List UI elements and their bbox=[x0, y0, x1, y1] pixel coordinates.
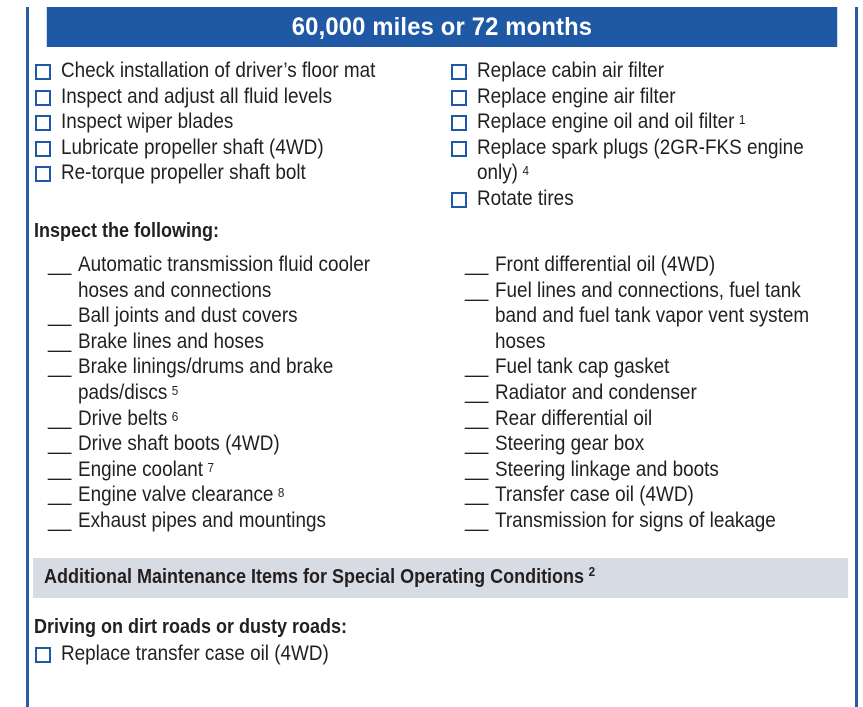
label-line bbox=[495, 431, 644, 457]
footnote-marker: 8 bbox=[277, 485, 285, 501]
inspect-item-label bbox=[78, 508, 326, 534]
label-line bbox=[495, 303, 809, 329]
label-line bbox=[477, 58, 664, 84]
label-text: Automatic transmission fluid cooler bbox=[78, 253, 371, 276]
checkbox[interactable] bbox=[35, 166, 51, 182]
checkbox[interactable] bbox=[451, 192, 467, 208]
additional-title: Additional Maintenance Items for Special Operating Conditions $^2$ bbox=[44, 564, 596, 588]
footnote-marker: 1 bbox=[738, 112, 746, 128]
label-text: band and fuel tank vapor vent system bbox=[495, 304, 810, 328]
blank-line[interactable]: __ bbox=[465, 457, 489, 481]
checklist-left bbox=[35, 58, 410, 186]
label-text: Ball joints and dust covers bbox=[78, 304, 298, 328]
footnote-marker: 2 bbox=[588, 564, 596, 579]
inspect-item[interactable] bbox=[48, 252, 402, 303]
label-text: Brake linings/drums and brake bbox=[78, 355, 334, 379]
label-text: Replace engine air filter bbox=[477, 84, 676, 108]
inspect-item-label bbox=[78, 431, 280, 457]
label-text: Rear differential oil bbox=[495, 406, 653, 430]
checklist-item-label: Inspect wiper blades bbox=[61, 110, 234, 134]
blank-line[interactable]: __ bbox=[465, 278, 489, 302]
inspect-item[interactable] bbox=[48, 508, 402, 534]
checkbox[interactable] bbox=[35, 647, 51, 663]
dusty-list bbox=[35, 641, 359, 667]
inspect-item-label bbox=[495, 354, 669, 380]
label-line bbox=[495, 457, 719, 483]
inspect-item-label bbox=[495, 508, 776, 534]
label-text: Fuel tank cap gasket bbox=[495, 355, 670, 379]
checkbox[interactable] bbox=[35, 141, 51, 157]
checklist-item[interactable] bbox=[451, 186, 840, 212]
inspect-list-right bbox=[465, 252, 844, 534]
label-line bbox=[78, 278, 370, 304]
inspect-item[interactable] bbox=[465, 406, 844, 432]
inspect-item[interactable] bbox=[465, 252, 844, 278]
label-text: Fuel lines and connections, fuel tank bbox=[495, 278, 801, 302]
footnote-marker: 7 bbox=[207, 459, 215, 475]
checkbox[interactable] bbox=[451, 64, 467, 80]
label-line bbox=[78, 354, 333, 380]
inspect-item[interactable] bbox=[48, 482, 402, 508]
label-line bbox=[477, 186, 574, 212]
label-line bbox=[78, 431, 280, 457]
inspect-item[interactable] bbox=[465, 354, 844, 380]
label-text: Replace engine oil and oil filter bbox=[477, 110, 735, 134]
label-line bbox=[495, 380, 697, 406]
checkbox[interactable] bbox=[451, 141, 467, 157]
blank-line[interactable]: __ bbox=[48, 457, 72, 481]
label-line bbox=[78, 252, 370, 278]
blank-line[interactable]: __ bbox=[48, 432, 72, 456]
footnote-marker: 6 bbox=[171, 408, 179, 424]
label-text: Transmission for signs of leakage bbox=[495, 508, 776, 532]
checklist-right bbox=[451, 58, 840, 212]
label-text: Replace cabin air filter bbox=[477, 59, 664, 82]
checklist-item[interactable] bbox=[451, 109, 840, 135]
blank-line[interactable]: __ bbox=[48, 483, 72, 507]
label-line bbox=[78, 457, 214, 483]
label-text: hoses and connections bbox=[78, 278, 272, 302]
blank-line[interactable]: __ bbox=[465, 508, 489, 532]
checkbox[interactable] bbox=[451, 90, 467, 106]
label-text: Engine coolant bbox=[78, 457, 204, 481]
checkbox[interactable] bbox=[35, 90, 51, 106]
label-line bbox=[78, 482, 284, 508]
label-text: Exhaust pipes and mountings bbox=[78, 508, 326, 532]
checklist-item-label bbox=[477, 186, 574, 212]
footnote-marker: 5 bbox=[171, 382, 179, 398]
inspect-item[interactable] bbox=[465, 380, 844, 406]
inspect-item-label bbox=[78, 252, 370, 303]
footnote-marker: 4 bbox=[522, 163, 529, 179]
label-text: Replace spark plugs (2GR-FKS engine bbox=[477, 135, 804, 159]
blank-line[interactable]: __ bbox=[48, 253, 72, 276]
checklist-item-label: Inspect and adjust all fluid levels bbox=[61, 84, 333, 108]
blank-line[interactable]: __ bbox=[465, 380, 489, 404]
checklist-item[interactable] bbox=[35, 109, 410, 135]
label-line bbox=[477, 84, 676, 110]
interval-header: 60,000 miles or 72 months bbox=[47, 7, 837, 47]
checklist-item[interactable] bbox=[451, 135, 840, 186]
checklist-item[interactable] bbox=[35, 135, 410, 161]
blank-line[interactable]: __ bbox=[48, 304, 72, 328]
inspect-item-label bbox=[78, 303, 298, 329]
inspect-item-label bbox=[495, 380, 697, 406]
label-line bbox=[78, 303, 298, 329]
checklist-item-label bbox=[477, 109, 745, 135]
blank-line[interactable]: __ bbox=[48, 329, 72, 353]
label-line bbox=[495, 278, 809, 304]
checklist-item[interactable] bbox=[35, 84, 410, 110]
blank-line[interactable]: __ bbox=[465, 432, 489, 456]
inspect-item-label bbox=[78, 406, 178, 432]
blank-line[interactable]: __ bbox=[465, 406, 489, 430]
label-line bbox=[495, 406, 652, 432]
inspect-item-label bbox=[495, 252, 715, 278]
checklist-item-label bbox=[477, 135, 804, 186]
checklist-item[interactable] bbox=[35, 641, 359, 667]
checklist-item-label bbox=[477, 58, 664, 84]
inspect-item[interactable] bbox=[465, 457, 844, 483]
checklist-item[interactable] bbox=[451, 84, 840, 110]
label-line bbox=[78, 508, 326, 534]
checklist-item[interactable] bbox=[35, 160, 410, 186]
label-text: Radiator and condenser bbox=[495, 380, 697, 404]
checkbox[interactable] bbox=[35, 115, 51, 131]
inspect-item[interactable] bbox=[465, 482, 844, 508]
label-text: Drive shaft boots (4WD) bbox=[78, 432, 280, 456]
label-line bbox=[78, 380, 333, 406]
checklist-item-label: Re-torque propeller shaft bolt bbox=[61, 161, 306, 185]
label-text: Engine valve clearance bbox=[78, 483, 274, 507]
dusty-heading: Driving on dirt roads or dusty roads: bbox=[34, 616, 348, 638]
checklist-item-label bbox=[477, 84, 676, 110]
checkbox[interactable] bbox=[35, 64, 51, 80]
label-line bbox=[495, 508, 776, 534]
label-text: Steering linkage and boots bbox=[495, 457, 719, 481]
inspect-item-label bbox=[495, 482, 694, 508]
checklist-item[interactable] bbox=[451, 58, 840, 84]
label-text: only) bbox=[477, 161, 518, 185]
inspect-item[interactable] bbox=[48, 303, 402, 329]
checklist-item-label: Check installation of driver’s floor mat bbox=[61, 59, 376, 82]
label-text: Steering gear box bbox=[495, 432, 645, 456]
inspect-item[interactable] bbox=[465, 431, 844, 457]
label-text: Rotate tires bbox=[477, 186, 574, 210]
label-line bbox=[477, 160, 804, 186]
inspect-item-label bbox=[495, 457, 719, 483]
label-line bbox=[477, 135, 804, 161]
inspect-item-label bbox=[495, 431, 644, 457]
inspect-item[interactable] bbox=[48, 406, 402, 432]
inspect-item-label bbox=[78, 354, 333, 405]
inspect-list-left bbox=[48, 252, 402, 534]
label-line bbox=[477, 109, 745, 135]
inspect-item-label bbox=[495, 406, 652, 432]
label-line bbox=[495, 354, 669, 380]
inspect-item-label bbox=[78, 457, 214, 483]
inspect-item-label bbox=[78, 482, 284, 508]
inspect-item-label bbox=[78, 329, 264, 355]
checklist-item-label: Replace transfer case oil (4WD) bbox=[61, 642, 329, 665]
blank-line[interactable]: __ bbox=[465, 355, 489, 379]
label-text: pads/discs bbox=[78, 380, 168, 404]
label-line bbox=[495, 482, 694, 508]
inspect-item-label bbox=[495, 278, 809, 355]
checklist-item-label: Lubricate propeller shaft (4WD) bbox=[61, 135, 324, 159]
checkbox[interactable] bbox=[451, 115, 467, 131]
blank-line[interactable]: __ bbox=[465, 483, 489, 507]
blank-line[interactable]: __ bbox=[48, 508, 72, 532]
inspect-item[interactable] bbox=[465, 508, 844, 534]
label-line bbox=[495, 329, 809, 355]
label-text: Drive belts bbox=[78, 406, 168, 430]
inspect-item[interactable] bbox=[48, 354, 402, 405]
label-text: Brake lines and hoses bbox=[78, 329, 264, 353]
inspect-item[interactable] bbox=[48, 329, 402, 355]
inspect-item[interactable] bbox=[48, 431, 402, 457]
blank-line[interactable]: __ bbox=[48, 355, 72, 379]
checklist-item[interactable] bbox=[35, 58, 410, 84]
inspect-heading: Inspect the following: bbox=[34, 220, 219, 242]
label-text: hoses bbox=[495, 329, 546, 353]
blank-line[interactable]: __ bbox=[48, 406, 72, 430]
label-text: Transfer case oil (4WD) bbox=[495, 483, 694, 507]
inspect-item[interactable] bbox=[48, 457, 402, 483]
label-line bbox=[495, 252, 715, 278]
label-line bbox=[78, 406, 178, 432]
label-text: Front differential oil (4WD) bbox=[495, 253, 716, 276]
label-line bbox=[78, 329, 264, 355]
blank-line[interactable]: __ bbox=[465, 253, 489, 276]
inspect-item[interactable] bbox=[465, 278, 844, 355]
